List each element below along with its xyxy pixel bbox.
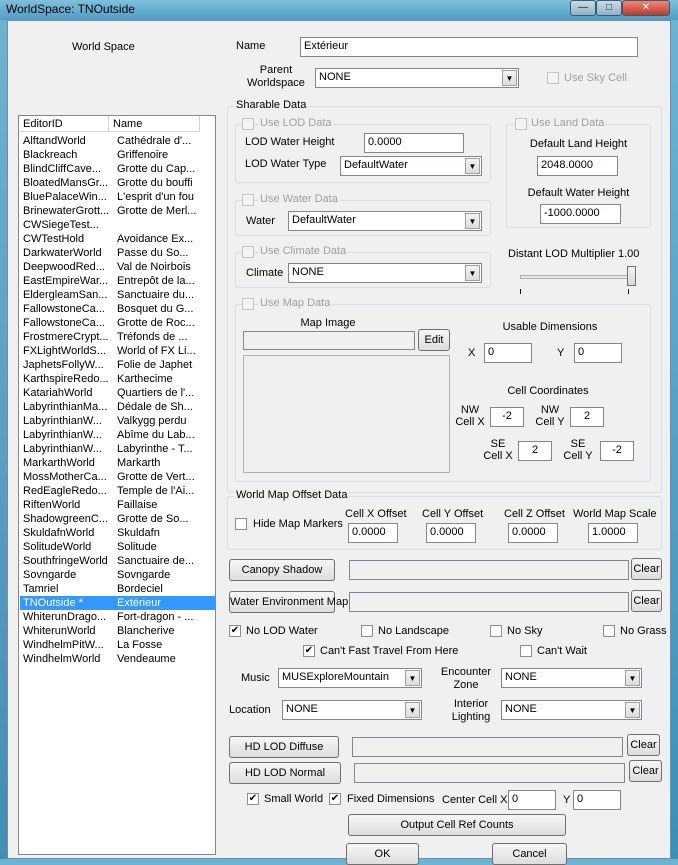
list-item[interactable] (20, 344, 216, 358)
list-item-name: Grotte de Vert... (117, 471, 195, 483)
list-item-name: Blancherive (117, 625, 175, 637)
location-dropdown[interactable] (282, 700, 422, 720)
list-item-name: Extérieur (117, 597, 162, 609)
world-map-offset-title: World Map Offset Data (236, 489, 348, 501)
se-cell-x-field[interactable]: 2 (518, 441, 552, 461)
close-button[interactable]: ✕ (622, 0, 670, 16)
hd-lod-diffuse-button[interactable]: HD LOD Diffuse (229, 736, 339, 758)
nw-cell-x-label-1: NW (460, 404, 480, 416)
chevron-down-icon: ▼ (625, 702, 640, 718)
canopy-shadow-button[interactable]: Canopy Shadow (229, 559, 335, 581)
nw-cell-x-label-2: Cell X (455, 416, 485, 428)
cant-fast-travel-label: Can't Fast Travel From Here (320, 645, 459, 657)
map-image-label: Map Image (300, 317, 356, 329)
use-lod-data-label: Use LOD Data (260, 117, 332, 129)
list-item[interactable] (20, 568, 216, 582)
nw-cell-y-label-1: NW (540, 404, 560, 416)
list-item-name: Grotte de So... (117, 513, 189, 525)
list-item-name: Grotte du Cap... (117, 163, 196, 175)
list-item[interactable] (20, 288, 216, 302)
use-climate-data-checkbox[interactable] (242, 246, 254, 258)
list-item[interactable] (20, 358, 216, 372)
cell-x-offset-label: Cell X Offset (345, 508, 407, 520)
center-cell-x-label: Center Cell X (442, 794, 508, 806)
music-value: MUSExploreMountain (282, 671, 389, 683)
list-item-editorid: CWSiegeTest... (23, 219, 99, 231)
list-item[interactable] (20, 484, 216, 498)
no-sky-checkbox[interactable] (490, 625, 502, 637)
hide-map-markers-label: Hide Map Markers (253, 518, 343, 530)
cell-z-offset-label: Cell Z Offset (504, 508, 565, 520)
encounter-zone-label-2: Zone (453, 679, 479, 691)
list-item[interactable] (20, 316, 216, 330)
list-item-editorid: WhiterunWorld (23, 625, 96, 637)
list-item-editorid: LabyrinthianW... (23, 429, 102, 441)
interior-lighting-label-2: Lighting (451, 711, 491, 723)
list-item[interactable] (20, 190, 216, 204)
list-item-editorid: WhiterunDrago... (23, 611, 107, 623)
list-item-editorid: FXLightWorldS... (23, 345, 106, 357)
list-item-editorid: WindhelmWorld (23, 653, 101, 665)
cant-wait-checkbox[interactable] (520, 645, 532, 657)
use-water-data-label: Use Water Data (260, 193, 338, 205)
fixed-dimensions-label: Fixed Dimensions (347, 793, 435, 805)
chevron-down-icon: ▼ (465, 213, 480, 229)
parent-worldspace-value: NONE (319, 71, 351, 83)
list-item-name: Folie de Japhet (117, 359, 193, 371)
lod-water-type-value: DefaultWater (344, 159, 408, 171)
use-map-data-checkbox[interactable] (242, 298, 254, 310)
center-cell-y-label: Y (563, 794, 571, 806)
list-item-name: Grotte de Merl... (117, 205, 197, 217)
water-label: Water (246, 215, 275, 227)
list-item-editorid: KarthspireRedo... (23, 373, 109, 385)
no-landscape-label: No Landscape (378, 625, 449, 637)
nw-cell-y-label-2: Cell Y (535, 416, 565, 428)
list-item-name: Tréfonds de ... (117, 331, 188, 343)
music-dropdown[interactable] (278, 668, 422, 688)
music-label: Music (241, 672, 270, 684)
cant-fast-travel-checkbox[interactable]: ✔ (304, 645, 314, 656)
list-item-name: Entrepôt de la... (117, 275, 195, 287)
list-item[interactable] (20, 470, 216, 484)
list-item-name: Karthecime (117, 373, 173, 385)
list-item-name: La Fosse (117, 639, 163, 651)
world-map-scale-field[interactable]: 1.0000 (588, 523, 638, 543)
list-item[interactable] (20, 274, 216, 288)
nw-cell-x-field[interactable]: -2 (490, 407, 524, 427)
list-item[interactable] (20, 162, 216, 176)
minimize-button[interactable]: — (570, 0, 596, 16)
list-item[interactable] (20, 218, 216, 232)
list-item-name: Markarth (117, 457, 161, 469)
list-item-editorid: BluePalaceWin... (23, 191, 107, 203)
list-item[interactable] (20, 554, 216, 568)
usable-x-label: X (468, 347, 476, 359)
list-item-name: Val de Noirbois (117, 261, 191, 273)
hd-lod-normal-button[interactable]: HD LOD Normal (229, 762, 341, 784)
distant-lod-slider-track[interactable] (520, 275, 636, 279)
list-item[interactable] (20, 386, 216, 400)
list-item-name: Labyrinthe - T... (117, 443, 193, 455)
hd-lod-normal-clear-button[interactable]: Clear (629, 760, 662, 782)
list-item-editorid: FallowstoneCa... (23, 303, 105, 315)
fixed-dimensions-checkbox[interactable]: ✔ (330, 793, 340, 804)
water-environment-map-path-field[interactable] (349, 592, 629, 612)
use-land-data-label: Use Land Data (531, 117, 605, 129)
list-item[interactable] (20, 428, 216, 442)
default-water-height-label: Default Water Height (527, 187, 630, 199)
list-item-name: Bosquet du G... (117, 303, 194, 315)
distant-lod-slider-thumb[interactable] (627, 266, 636, 286)
usable-y-label: Y (557, 347, 565, 359)
dialog-client-area (7, 20, 671, 859)
usable-dimensions-label: Usable Dimensions (502, 321, 598, 333)
list-item-editorid: MossMotherCa... (23, 471, 107, 483)
list-item-name: Sanctuaire de... (117, 555, 195, 567)
usable-y-field[interactable]: 0 (574, 343, 622, 363)
use-climate-data-label: Use Climate Data (260, 245, 347, 257)
interior-lighting-dropdown[interactable] (501, 700, 642, 720)
cell-coordinates-label: Cell Coordinates (507, 385, 589, 397)
list-item-name: Quartiers de l'... (117, 387, 195, 399)
water-environment-map-clear-button[interactable]: Clear (631, 590, 662, 612)
climate-dropdown[interactable] (288, 263, 482, 283)
encounter-zone-dropdown[interactable] (501, 668, 642, 688)
list-item[interactable] (20, 232, 216, 246)
canopy-shadow-path-field[interactable] (349, 560, 629, 580)
location-label: Location (229, 704, 271, 716)
hd-lod-normal-path-field[interactable] (354, 763, 625, 783)
list-item[interactable] (20, 624, 216, 638)
list-item[interactable] (20, 512, 216, 526)
list-item-name: Dédale de Sh... (117, 401, 193, 413)
chevron-down-icon: ▼ (465, 265, 480, 281)
list-item-editorid: FrostmereCrypt... (23, 331, 109, 343)
list-item[interactable] (20, 400, 216, 414)
list-item-name: Sovngarde (117, 569, 171, 581)
list-item[interactable] (20, 260, 216, 274)
slider-tick-min (520, 289, 521, 294)
location-value: NONE (286, 703, 318, 715)
list-item-name: Valkygg perdu (117, 415, 187, 427)
world-space-heading: World Space (72, 41, 135, 53)
name-field[interactable]: Extérieur (300, 37, 638, 57)
climate-value: NONE (292, 266, 324, 278)
small-world-checkbox[interactable]: ✔ (248, 793, 258, 804)
encounter-zone-label-1: Encounter (440, 666, 492, 678)
list-item-editorid: Sovngarde (23, 569, 77, 581)
slider-tick-max (628, 289, 629, 294)
map-image-path-field[interactable] (243, 331, 415, 350)
use-map-data-label: Use Map Data (260, 297, 331, 309)
list-item-editorid: DeepwoodRed... (23, 261, 105, 273)
list-item-name: Sanctuaire du... (117, 289, 195, 301)
list-item-editorid: CWTestHold (23, 233, 85, 245)
list-item-editorid: MarkarthWorld (23, 457, 95, 469)
se-cell-y-field[interactable]: -2 (600, 441, 634, 461)
list-item[interactable] (20, 414, 216, 428)
se-cell-x-label-2: Cell X (483, 450, 513, 462)
use-sky-cell-checkbox[interactable] (547, 72, 559, 84)
list-item-name: Grotte de Roc... (117, 317, 195, 329)
small-world-label: Small World (264, 793, 324, 805)
use-land-data-checkbox[interactable] (515, 118, 527, 130)
no-grass-checkbox[interactable] (603, 625, 615, 637)
hd-lod-diffuse-clear-button[interactable]: Clear (627, 734, 660, 756)
list-item-editorid: Tamriel (23, 583, 59, 595)
encounter-zone-value: NONE (505, 671, 537, 683)
list-item-name: Faillaise (117, 499, 158, 511)
list-item-editorid: SolitudeWorld (23, 541, 92, 553)
list-item-editorid: BlindCliffCave... (23, 163, 102, 175)
distant-lod-multiplier-value: 1.00 (618, 248, 640, 260)
usable-x-field[interactable]: 0 (484, 343, 532, 363)
cant-wait-label: Can't Wait (537, 645, 587, 657)
use-water-data-checkbox[interactable] (242, 194, 254, 206)
no-grass-label: No Grass (620, 625, 667, 637)
list-item-name: Passe du So... (117, 247, 189, 259)
parent-label: Parent (259, 64, 293, 76)
list-item[interactable] (20, 526, 216, 540)
cell-x-offset-field[interactable]: 0.0000 (348, 523, 398, 543)
list-item-editorid: LabyrinthianMa... (23, 401, 108, 413)
no-lod-water-label: No LOD Water (246, 625, 318, 637)
cell-y-offset-field[interactable]: 0.0000 (426, 523, 476, 543)
list-item-editorid: LabyrinthianW... (23, 415, 102, 427)
column-header-editorid[interactable]: EditorID (19, 116, 109, 132)
list-item[interactable] (20, 596, 216, 610)
default-land-height-field[interactable]: 2048.0000 (537, 156, 618, 176)
interior-lighting-label-1: Interior (453, 698, 489, 710)
list-item-editorid: KatariahWorld (23, 387, 93, 399)
list-item-name: Griffenoire (117, 149, 169, 161)
ok-button[interactable]: OK (346, 843, 419, 865)
list-item-name: Cathédrale d'... (117, 135, 192, 147)
column-header-name[interactable]: Name (109, 116, 200, 132)
worldspace-label: Worldspace (247, 77, 305, 89)
water-dropdown[interactable] (288, 211, 482, 231)
list-item-editorid: WindhelmPitW... (23, 639, 104, 651)
nw-cell-y-field[interactable]: 2 (570, 407, 604, 427)
water-value: DefaultWater (292, 214, 356, 226)
list-item-editorid: JaphetsFollyW... (23, 359, 104, 371)
cancel-button[interactable]: Cancel (492, 843, 567, 865)
list-item-editorid: ShadowgreenC... (23, 513, 108, 525)
list-item-editorid: DarkwaterWorld (23, 247, 102, 259)
no-lod-water-checkbox[interactable]: ✔ (230, 625, 240, 636)
list-item[interactable] (20, 204, 216, 218)
list-item-editorid: RiftenWorld (23, 499, 81, 511)
list-item[interactable] (20, 456, 216, 470)
cell-z-offset-field[interactable]: 0.0000 (508, 523, 558, 543)
list-item-editorid: AlftandWorld (23, 135, 86, 147)
water-environment-map-button[interactable]: Water Environment Map (229, 591, 335, 613)
list-item[interactable] (20, 148, 216, 162)
map-image-preview (243, 355, 450, 473)
center-cell-x-field[interactable]: 0 (508, 790, 556, 810)
list-item-name: Avoidance Ex... (117, 233, 194, 245)
list-item-name: Skuldafn (117, 527, 160, 539)
canopy-shadow-clear-button[interactable]: Clear (631, 558, 662, 580)
list-item-editorid: SkuldafnWorld (23, 527, 95, 539)
list-item-editorid: EastEmpireWar... (23, 275, 109, 287)
list-item-name: Solitude (117, 541, 157, 553)
lod-water-type-dropdown[interactable] (340, 156, 482, 176)
chevron-down-icon: ▼ (405, 702, 420, 718)
se-cell-x-label-1: SE (490, 438, 506, 450)
chevron-down-icon: ▼ (465, 158, 480, 174)
list-item-editorid: SouthfringeWorld (23, 555, 108, 567)
parent-worldspace-dropdown[interactable] (315, 68, 519, 88)
hd-lod-diffuse-path-field[interactable] (352, 737, 623, 757)
list-item[interactable] (20, 330, 216, 344)
cell-y-offset-label: Cell Y Offset (422, 508, 484, 520)
list-item-editorid: Blackreach (23, 149, 78, 161)
list-item-editorid: TNOutside * (23, 597, 83, 609)
list-item-name: Vendeaume (117, 653, 176, 665)
no-landscape-checkbox[interactable] (361, 625, 373, 637)
list-item[interactable] (20, 540, 216, 554)
list-item-name: L'esprit d'un fou (117, 191, 194, 203)
hide-map-markers-checkbox[interactable] (235, 518, 247, 530)
list-item-name: World of FX Li... (117, 345, 196, 357)
list-item-editorid: EldergleamSan... (23, 289, 108, 301)
world-map-scale-label: World Map Scale (573, 508, 657, 520)
list-item[interactable] (20, 610, 216, 624)
list-item-editorid: LabyrinthianW... (23, 443, 102, 455)
list-item[interactable] (20, 498, 216, 512)
no-sky-label: No Sky (507, 625, 543, 637)
se-cell-y-label-2: Cell Y (563, 450, 593, 462)
default-water-height-field[interactable]: -1000.0000 (540, 204, 621, 224)
use-lod-data-checkbox[interactable] (242, 118, 254, 130)
climate-label: Climate (246, 267, 284, 279)
list-item[interactable] (20, 582, 216, 596)
list-item[interactable] (20, 638, 216, 652)
interior-lighting-value: NONE (505, 703, 537, 715)
chevron-down-icon: ▼ (405, 670, 420, 686)
list-item-editorid: BloatedMansGr... (23, 177, 108, 189)
output-cell-ref-counts-button[interactable]: Output Cell Ref Counts (348, 814, 566, 836)
chevron-down-icon: ▼ (502, 70, 517, 86)
list-item[interactable] (20, 176, 216, 190)
lod-water-height-label: LOD Water Height (245, 136, 335, 148)
distant-lod-multiplier-label: Distant LOD Multiplier (508, 248, 615, 260)
list-item-editorid: RedEagleRedo... (23, 485, 107, 497)
list-item[interactable] (20, 302, 216, 316)
se-cell-y-label-1: SE (570, 438, 586, 450)
list-item-editorid: BrinewaterGrott... (23, 205, 110, 217)
default-land-height-label: Default Land Height (529, 138, 628, 150)
maximize-button[interactable]: □ (596, 0, 622, 16)
name-label: Name (236, 40, 266, 52)
list-item-name: Fort-dragon - ... (117, 611, 194, 623)
center-cell-y-field[interactable]: 0 (573, 790, 621, 810)
lod-water-type-label: LOD Water Type (245, 158, 327, 170)
list-item[interactable] (20, 442, 216, 456)
list-item-name: Temple de l'Ai... (117, 485, 195, 497)
list-item-editorid: FallowstoneCa... (23, 317, 105, 329)
list-item[interactable] (20, 246, 216, 260)
list-item[interactable] (20, 652, 216, 666)
chevron-down-icon: ▼ (625, 670, 640, 686)
window-title: WorldSpace: TNOutside (6, 2, 135, 16)
list-item-name: Bordeciel (117, 583, 163, 595)
sharable-data-title: Sharable Data (236, 99, 307, 111)
use-sky-cell-label: Use Sky Cell (564, 72, 627, 84)
list-item[interactable] (20, 134, 216, 148)
list-item-name: Grotte du bouffi (117, 177, 193, 189)
list-item-name: Abîme du Lab... (117, 429, 195, 441)
worldspace-list[interactable] (18, 115, 216, 855)
map-image-edit-button[interactable]: Edit (418, 329, 450, 351)
list-item[interactable] (20, 372, 216, 386)
lod-water-height-field[interactable]: 0.0000 (364, 133, 464, 153)
